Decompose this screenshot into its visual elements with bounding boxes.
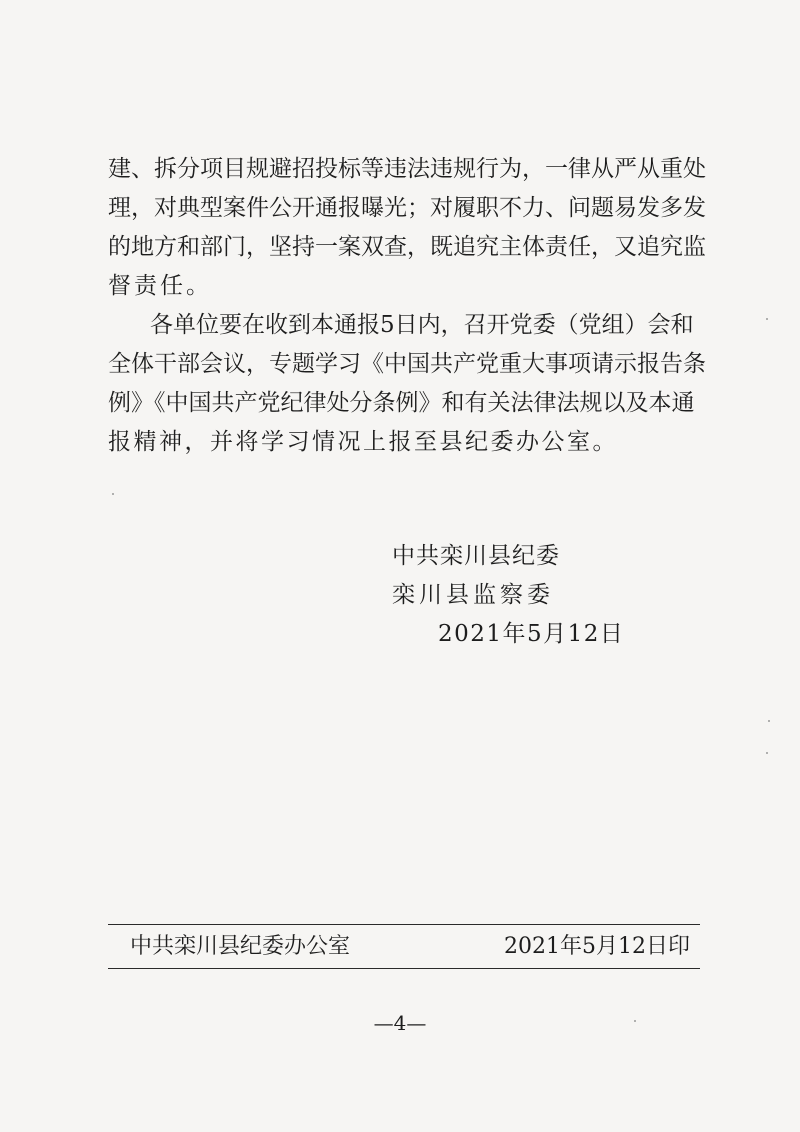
signature-date: 2021年5月12日 <box>438 621 625 647</box>
paragraph-2-line-3: 例》《中国共产党纪律处分条例》和有关法律法规以及本通 <box>108 390 695 416</box>
signature-org-1: 中共栾川县纪委 <box>392 543 560 569</box>
footer-top-rule <box>108 924 700 925</box>
paragraph-2-line-4: 报精神，并将学习情况上报至县纪委办公室。 <box>108 429 618 455</box>
paragraph-1-line-3: 的地方和部门，坚持一案双查，既追究主体责任，又追究监 <box>108 234 706 260</box>
footer-print-date: 2021年5月12日印 <box>504 934 690 959</box>
scan-speck <box>634 1020 636 1022</box>
scan-speck <box>768 720 770 722</box>
paragraph-2-line-1: 各单位要在收到本通报5日内，召开党委（党组）会和 <box>150 312 694 338</box>
footer-bottom-rule <box>108 968 700 969</box>
paragraph-1-line-4: 督责任。 <box>108 273 212 299</box>
scan-speck <box>766 752 768 754</box>
footer-issuer: 中共栾川县纪委办公室 <box>130 934 351 959</box>
page-number: —4— <box>373 1011 427 1035</box>
paragraph-1-line-2: 理，对典型案件公开通报曝光；对履职不力、问题易发多发 <box>108 195 706 221</box>
scan-speck <box>112 493 114 495</box>
paragraph-2-line-2: 全体干部会议，专题学习《中国共产党重大事项请示报告条 <box>108 351 706 377</box>
paragraph-1-line-1: 建、拆分项目规避招投标等违法违规行为，一律从严从重处 <box>108 156 706 182</box>
scan-speck <box>766 318 768 320</box>
signature-org-2: 栾川县监察委 <box>392 582 554 608</box>
